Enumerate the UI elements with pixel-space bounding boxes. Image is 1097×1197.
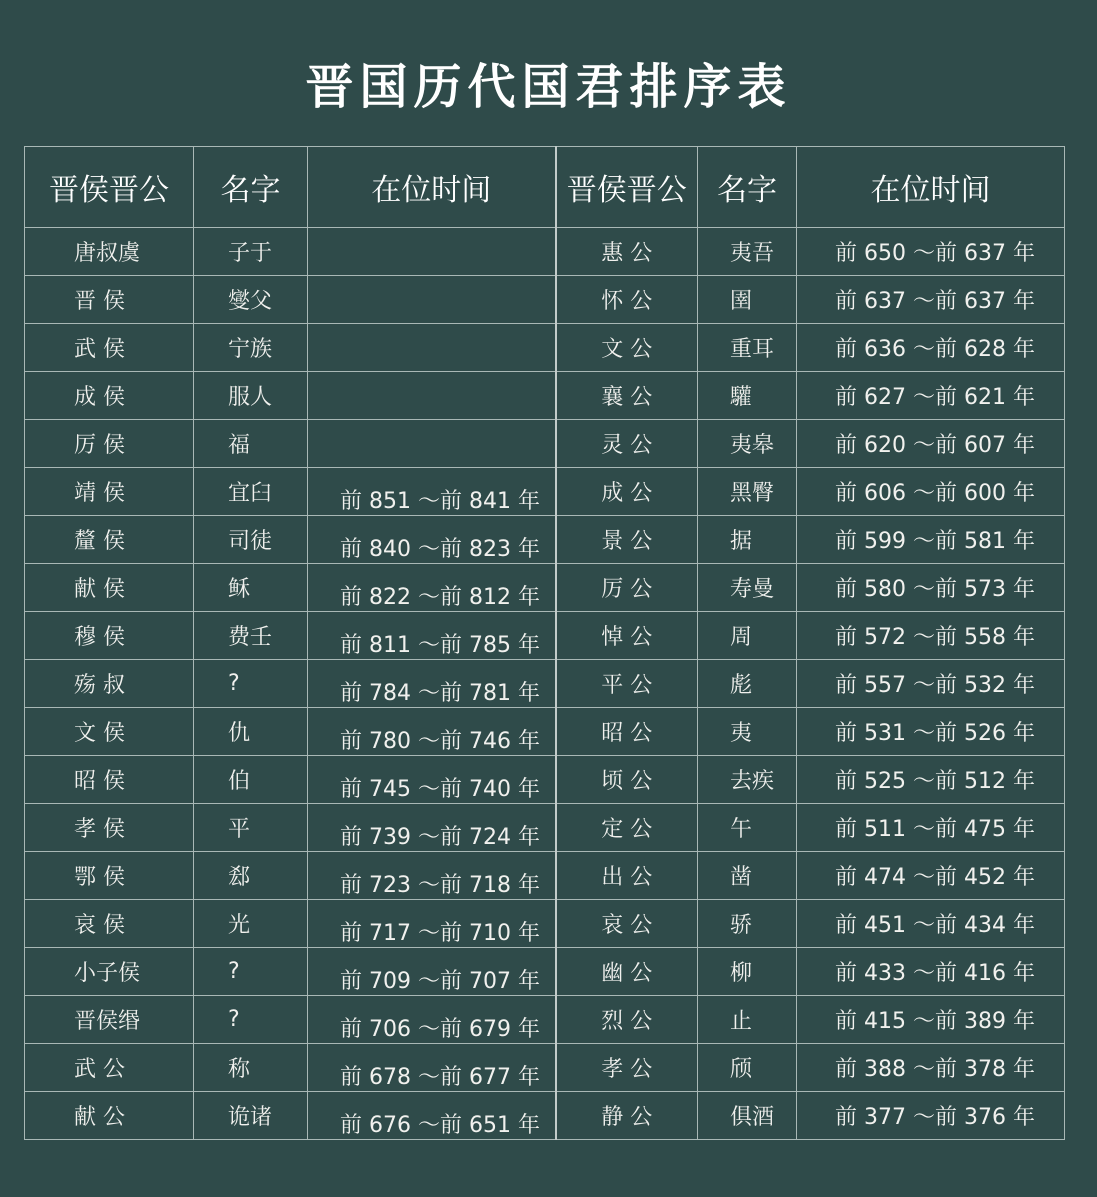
table-row bbox=[25, 996, 1065, 1044]
ruler-name-right: 俱酒 bbox=[698, 1092, 797, 1140]
table-row bbox=[25, 1092, 1065, 1140]
table-row bbox=[25, 948, 1065, 996]
reign-period-right: 前 557 ～前 532 年 bbox=[797, 660, 1065, 708]
ruler-name-left: ? bbox=[194, 996, 308, 1044]
ruler-title-right: 幽 公 bbox=[556, 948, 698, 996]
ruler-name-left: 司徒 bbox=[194, 516, 308, 564]
ruler-title-left: 厉 侯 bbox=[25, 420, 194, 468]
reign-period-right: 前 377 ～前 376 年 bbox=[797, 1092, 1065, 1140]
table-row bbox=[25, 900, 1065, 948]
table-row bbox=[25, 756, 1065, 804]
ruler-name-left: 平 bbox=[194, 804, 308, 852]
ruler-title-left: 献 侯 bbox=[25, 564, 194, 612]
reign-period-right: 前 650 ～前 637 年 bbox=[797, 228, 1065, 276]
ruler-title-right: 顷 公 bbox=[556, 756, 698, 804]
ruler-name-right: 圉 bbox=[698, 276, 797, 324]
table-row bbox=[25, 228, 1065, 276]
ruler-title-left: 昭 侯 bbox=[25, 756, 194, 804]
ruler-name-right: 夷皋 bbox=[698, 420, 797, 468]
ruler-title-left: 献 公 bbox=[25, 1092, 194, 1140]
reign-period-right: 前 637 ～前 637 年 bbox=[797, 276, 1065, 324]
ruler-title-right: 出 公 bbox=[556, 852, 698, 900]
reign-period-right: 前 525 ～前 512 年 bbox=[797, 756, 1065, 804]
ruler-name-right: 止 bbox=[698, 996, 797, 1044]
reign-period-left bbox=[308, 324, 556, 372]
ruler-title-left: 小子侯 bbox=[25, 948, 194, 996]
ruler-name-left: 服人 bbox=[194, 372, 308, 420]
ruler-title-left: 鄂 侯 bbox=[25, 852, 194, 900]
ruler-name-left: ? bbox=[194, 948, 308, 996]
reign-period-left: 前 723 ～前 718 年 bbox=[308, 852, 556, 900]
ruler-title-right: 定 公 bbox=[556, 804, 698, 852]
ruler-name-left: 燮父 bbox=[194, 276, 308, 324]
table-row bbox=[25, 372, 1065, 420]
reign-period-left: 前 811 ～前 785 年 bbox=[308, 612, 556, 660]
ruler-title-right: 烈 公 bbox=[556, 996, 698, 1044]
reign-period-right: 前 599 ～前 581 年 bbox=[797, 516, 1065, 564]
reign-period-right: 前 388 ～前 378 年 bbox=[797, 1044, 1065, 1092]
ruler-name-right: 骄 bbox=[698, 900, 797, 948]
ruler-name-left: 称 bbox=[194, 1044, 308, 1092]
reign-period-left: 前 780 ～前 746 年 bbox=[308, 708, 556, 756]
table-row bbox=[25, 1044, 1065, 1092]
ruler-name-right: 据 bbox=[698, 516, 797, 564]
ruler-name-left: 费壬 bbox=[194, 612, 308, 660]
ruler-name-left: 郄 bbox=[194, 852, 308, 900]
table-row bbox=[25, 324, 1065, 372]
reign-period-right: 前 580 ～前 573 年 bbox=[797, 564, 1065, 612]
ruler-title-right: 哀 公 bbox=[556, 900, 698, 948]
table-body bbox=[25, 228, 1065, 1140]
ruler-name-right: 驩 bbox=[698, 372, 797, 420]
ruler-title-right: 灵 公 bbox=[556, 420, 698, 468]
reign-period-right: 前 531 ～前 526 年 bbox=[797, 708, 1065, 756]
ruler-name-left: 伯 bbox=[194, 756, 308, 804]
reign-period-left bbox=[308, 420, 556, 468]
reign-period-left: 前 717 ～前 710 年 bbox=[308, 900, 556, 948]
ruler-title-left: 文 侯 bbox=[25, 708, 194, 756]
ruler-title-left: 成 侯 bbox=[25, 372, 194, 420]
table-row bbox=[25, 852, 1065, 900]
table-row bbox=[25, 516, 1065, 564]
ruler-title-left: 晋 侯 bbox=[25, 276, 194, 324]
ruler-name-left: 福 bbox=[194, 420, 308, 468]
reign-period-left: 前 676 ～前 651 年 bbox=[308, 1092, 556, 1140]
ruler-title-right: 文 公 bbox=[556, 324, 698, 372]
header-name-left: 名字 bbox=[194, 147, 308, 228]
table-row bbox=[25, 660, 1065, 708]
ruler-title-left: 唐叔虞 bbox=[25, 228, 194, 276]
ruler-table bbox=[24, 146, 1065, 1140]
ruler-title-left: 穆 侯 bbox=[25, 612, 194, 660]
ruler-name-right: 夷 bbox=[698, 708, 797, 756]
reign-period-left: 前 840 ～前 823 年 bbox=[308, 516, 556, 564]
ruler-name-right: 午 bbox=[698, 804, 797, 852]
ruler-title-right: 昭 公 bbox=[556, 708, 698, 756]
ruler-name-left: 光 bbox=[194, 900, 308, 948]
ruler-name-right: 彪 bbox=[698, 660, 797, 708]
reign-period-right: 前 451 ～前 434 年 bbox=[797, 900, 1065, 948]
ruler-name-left: 稣 bbox=[194, 564, 308, 612]
ruler-title-right: 厉 公 bbox=[556, 564, 698, 612]
ruler-title-left: 哀 侯 bbox=[25, 900, 194, 948]
header-title-right: 晋侯晋公 bbox=[556, 147, 698, 228]
reign-period-left: 前 739 ～前 724 年 bbox=[308, 804, 556, 852]
ruler-title-right: 平 公 bbox=[556, 660, 698, 708]
reign-period-left bbox=[308, 228, 556, 276]
ruler-title-left: 釐 侯 bbox=[25, 516, 194, 564]
reign-period-left: 前 706 ～前 679 年 bbox=[308, 996, 556, 1044]
ruler-name-left: 宁族 bbox=[194, 324, 308, 372]
reign-period-left: 前 745 ～前 740 年 bbox=[308, 756, 556, 804]
ruler-title-right: 惠 公 bbox=[556, 228, 698, 276]
ruler-title-left: 晋侯缗 bbox=[25, 996, 194, 1044]
ruler-title-right: 景 公 bbox=[556, 516, 698, 564]
ruler-title-left: 武 公 bbox=[25, 1044, 194, 1092]
ruler-title-right: 孝 公 bbox=[556, 1044, 698, 1092]
reign-period-right: 前 474 ～前 452 年 bbox=[797, 852, 1065, 900]
page-title: 晋国历代国君排序表 bbox=[305, 59, 792, 115]
reign-period-left: 前 678 ～前 677 年 bbox=[308, 1044, 556, 1092]
ruler-title-right: 襄 公 bbox=[556, 372, 698, 420]
ruler-name-left: 子于 bbox=[194, 228, 308, 276]
reign-period-right: 前 620 ～前 607 年 bbox=[797, 420, 1065, 468]
table-row bbox=[25, 612, 1065, 660]
ruler-name-left: 诡诸 bbox=[194, 1092, 308, 1140]
reign-period-right: 前 511 ～前 475 年 bbox=[797, 804, 1065, 852]
reign-period-left bbox=[308, 276, 556, 324]
ruler-title-left: 殇 叔 bbox=[25, 660, 194, 708]
ruler-title-right: 悼 公 bbox=[556, 612, 698, 660]
header-name-right: 名字 bbox=[698, 147, 797, 228]
ruler-name-left: 仇 bbox=[194, 708, 308, 756]
ruler-name-right: 颀 bbox=[698, 1044, 797, 1092]
reign-period-right: 前 433 ～前 416 年 bbox=[797, 948, 1065, 996]
table-row bbox=[25, 420, 1065, 468]
ruler-title-right: 怀 公 bbox=[556, 276, 698, 324]
ruler-title-left: 孝 侯 bbox=[25, 804, 194, 852]
header-title-left: 晋侯晋公 bbox=[25, 147, 194, 228]
ruler-name-left: ? bbox=[194, 660, 308, 708]
reign-period-left: 前 709 ～前 707 年 bbox=[308, 948, 556, 996]
ruler-name-left: 宜臼 bbox=[194, 468, 308, 516]
reign-period-right: 前 627 ～前 621 年 bbox=[797, 372, 1065, 420]
ruler-title-right: 静 公 bbox=[556, 1092, 698, 1140]
ruler-name-right: 黑臀 bbox=[698, 468, 797, 516]
header-row bbox=[25, 147, 1065, 228]
reign-period-left bbox=[308, 372, 556, 420]
ruler-title-right: 成 公 bbox=[556, 468, 698, 516]
ruler-name-right: 凿 bbox=[698, 852, 797, 900]
reign-period-left: 前 851 ～前 841 年 bbox=[308, 468, 556, 516]
table-row bbox=[25, 708, 1065, 756]
reign-period-left: 前 784 ～前 781 年 bbox=[308, 660, 556, 708]
ruler-title-left: 靖 侯 bbox=[25, 468, 194, 516]
header-reign-right: 在位时间 bbox=[797, 147, 1065, 228]
reign-period-right: 前 636 ～前 628 年 bbox=[797, 324, 1065, 372]
reign-period-right: 前 415 ～前 389 年 bbox=[797, 996, 1065, 1044]
header-reign-left: 在位时间 bbox=[308, 147, 556, 228]
ruler-name-right: 柳 bbox=[698, 948, 797, 996]
table-row bbox=[25, 804, 1065, 852]
table-row bbox=[25, 276, 1065, 324]
reign-period-right: 前 572 ～前 558 年 bbox=[797, 612, 1065, 660]
ruler-name-right: 重耳 bbox=[698, 324, 797, 372]
ruler-name-right: 周 bbox=[698, 612, 797, 660]
table-row bbox=[25, 468, 1065, 516]
reign-period-right: 前 606 ～前 600 年 bbox=[797, 468, 1065, 516]
ruler-title-left: 武 侯 bbox=[25, 324, 194, 372]
ruler-name-right: 寿曼 bbox=[698, 564, 797, 612]
reign-period-left: 前 822 ～前 812 年 bbox=[308, 564, 556, 612]
ruler-name-right: 去疾 bbox=[698, 756, 797, 804]
table-row bbox=[25, 564, 1065, 612]
ruler-name-right: 夷吾 bbox=[698, 228, 797, 276]
